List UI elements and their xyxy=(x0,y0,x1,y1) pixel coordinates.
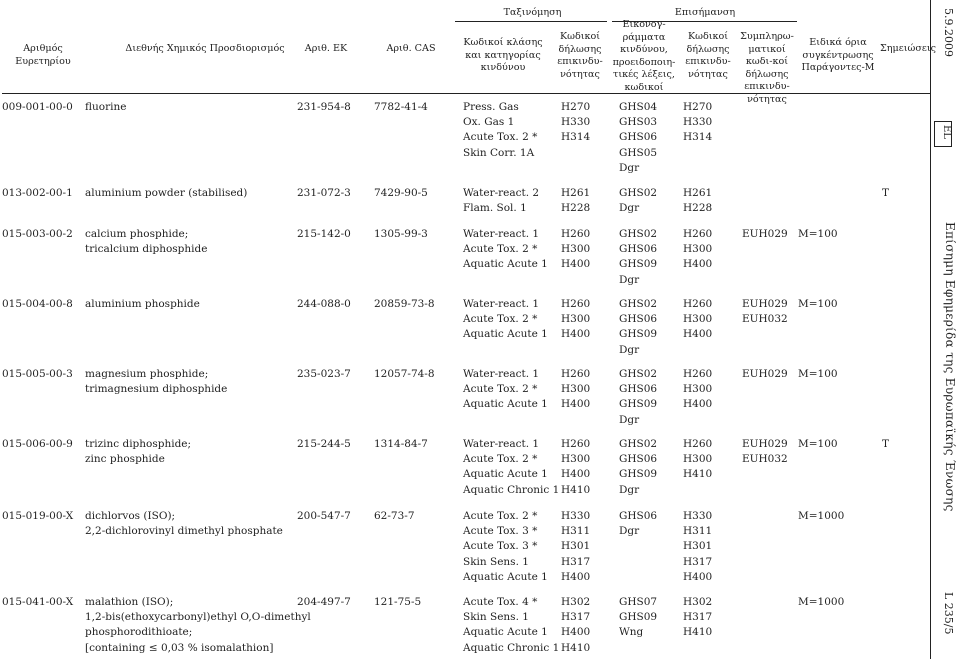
cas-number: 20859-73-8 xyxy=(374,298,435,310)
column-header: Εικονογ-ράμματα κινδύνου, προειδοποιη-τικές λέξεις, κωδικοί xyxy=(612,19,676,93)
hazard-statement-code: H330 xyxy=(561,510,591,522)
ec-number: 200-547-7 xyxy=(297,510,351,522)
hazard-statement-code: H314 xyxy=(561,131,591,144)
label-hazard-code: H260 xyxy=(683,298,713,310)
language-code: EL xyxy=(941,125,952,139)
concentration-limit: M=100 xyxy=(798,298,838,310)
index-number: 015-004-00-8 xyxy=(2,298,73,310)
cas-number: 7429-90-5 xyxy=(374,187,428,199)
label-hazard-code: H400 xyxy=(683,258,713,271)
column-header: Συμπληρω-ματικοί κωδι-κοί δήλωσης επικινδυ-νότητας xyxy=(740,31,794,105)
hazard-statement-code: H400 xyxy=(561,258,591,271)
index-number: 015-003-00-2 xyxy=(2,228,73,240)
chemical-name: aluminium phosphide xyxy=(85,298,200,310)
pictogram-code: GHS09 xyxy=(619,328,658,341)
supplemental-code: EUH032 xyxy=(742,313,788,326)
hazard-statement-code: H400 xyxy=(561,626,591,639)
chemical-name: [containing ≤ 0,03 % isomalathion] xyxy=(85,641,274,654)
pictogram-code: GHS09 xyxy=(619,258,658,271)
hazard-statement-code: H260 xyxy=(561,228,591,240)
hazard-class: Water-react. 1 xyxy=(463,298,540,310)
hazard-class: Aquatic Acute 1 xyxy=(463,570,548,583)
pictogram-code: Wng xyxy=(619,626,644,639)
hazard-statement-code: H410 xyxy=(561,641,591,654)
hazard-class: Acute Tox. 2 * xyxy=(463,510,538,522)
pictogram-code: GHS02 xyxy=(619,298,658,310)
ec-number: 215-244-5 xyxy=(297,438,351,450)
label-hazard-code: H400 xyxy=(683,328,713,341)
hazard-class: Aquatic Acute 1 xyxy=(463,468,548,481)
hazard-statement-code: H317 xyxy=(561,555,591,568)
chemical-name: calcium phosphide; xyxy=(85,228,189,240)
pictogram-code: GHS02 xyxy=(619,228,658,240)
column-header: Κωδικοί δήλωσης επικινδυ-νότητας xyxy=(685,31,731,80)
publication-date: 5.9.2009 xyxy=(942,8,955,57)
hazard-class: Water-react. 2 xyxy=(463,187,540,199)
hazard-class: Aquatic Chronic 1 xyxy=(463,483,560,496)
pictogram-code: GHS05 xyxy=(619,146,658,159)
label-hazard-code: H228 xyxy=(683,202,713,215)
chemical-name: trizinc diphosphide; xyxy=(85,438,192,450)
pictogram-code: GHS04 xyxy=(619,101,658,113)
pictogram-code: Dgr xyxy=(619,343,640,356)
hazard-class: Aquatic Acute 1 xyxy=(463,626,548,639)
supplemental-code: EUH029 xyxy=(742,368,788,380)
chemical-name: magnesium phosphide; xyxy=(85,368,209,380)
label-hazard-code: H301 xyxy=(683,540,713,553)
index-number: 015-041-00-X xyxy=(2,596,74,608)
column-header: Σημειώσεις xyxy=(880,43,936,54)
hazard-class: Press. Gas xyxy=(463,101,519,113)
hazard-class: Water-react. 1 xyxy=(463,438,540,450)
hazard-class: Skin Corr. 1A xyxy=(463,146,535,159)
chemical-name: zinc phosphide xyxy=(85,453,165,466)
concentration-limit: M=1000 xyxy=(798,510,845,522)
chemical-name: dichlorvos (ISO); xyxy=(85,510,176,522)
label-hazard-code: H300 xyxy=(683,243,713,256)
hazard-class: Acute Tox. 2 * xyxy=(463,131,538,144)
index-number: 009-001-00-0 xyxy=(2,101,73,113)
chemical-name: malathion (ISO); xyxy=(85,596,174,608)
hazard-statement-code: H300 xyxy=(561,313,591,326)
vertical-rule xyxy=(930,0,931,659)
hazard-statement-code: H302 xyxy=(561,596,591,608)
hazard-class: Ox. Gas 1 xyxy=(463,116,515,129)
label-hazard-code: H330 xyxy=(683,510,713,522)
pictogram-code: GHS07 xyxy=(619,596,658,608)
hazard-class: Acute Tox. 2 * xyxy=(463,313,538,326)
pictogram-code: GHS06 xyxy=(619,131,658,144)
journal-title: Επίσημη Εφημερίδα της Ευρωπαϊκής Ένωσης xyxy=(943,222,957,512)
label-hazard-code: H260 xyxy=(683,438,713,450)
cas-number: 12057-74-8 xyxy=(374,368,435,380)
supplemental-code: EUH032 xyxy=(742,453,788,466)
hazard-statement-code: H260 xyxy=(561,368,591,380)
ec-number: 231-072-3 xyxy=(297,187,351,199)
hazard-statement-code: H301 xyxy=(561,540,591,553)
ec-number: 231-954-8 xyxy=(297,101,351,113)
ec-number: 235-023-7 xyxy=(297,368,351,380)
chemical-name: tricalcium diphosphide xyxy=(85,243,208,256)
pictogram-code: GHS02 xyxy=(619,438,658,450)
concentration-limit: M=100 xyxy=(798,368,838,380)
pictogram-code: Dgr xyxy=(619,273,640,286)
pictogram-code: GHS09 xyxy=(619,468,658,481)
cas-number: 1314-84-7 xyxy=(374,438,428,450)
ec-number: 204-497-7 xyxy=(297,596,351,608)
concentration-limit: M=100 xyxy=(798,228,838,240)
hazard-statement-code: H410 xyxy=(561,483,591,496)
hazard-statement-code: H400 xyxy=(561,398,591,411)
column-header: Κωδικοί δήλωσης επικινδυ-νότητας xyxy=(557,31,603,80)
language-badge xyxy=(934,121,952,147)
index-number: 015-006-00-9 xyxy=(2,438,73,450)
hazard-class: Acute Tox. 4 * xyxy=(463,596,538,608)
column-header: Αριθμός Ευρετηρίου xyxy=(15,43,71,67)
horizontal-rule xyxy=(612,21,797,22)
supplemental-code: EUH029 xyxy=(742,228,788,240)
supplemental-code: EUH029 xyxy=(742,438,788,450)
pictogram-code: GHS06 xyxy=(619,453,658,466)
hazard-class: Aquatic Chronic 1 xyxy=(463,641,560,654)
hazard-statement-code: H261 xyxy=(561,187,591,199)
label-hazard-code: H400 xyxy=(683,570,713,583)
pictogram-code: GHS06 xyxy=(619,510,658,522)
pictogram-code: GHS06 xyxy=(619,313,658,326)
index-number: 013-002-00-1 xyxy=(2,187,73,199)
hazard-class: Acute Tox. 2 * xyxy=(463,383,538,396)
supplemental-code: EUH029 xyxy=(742,298,788,310)
pictogram-code: GHS09 xyxy=(619,398,658,411)
concentration-limit: M=1000 xyxy=(798,596,845,608)
horizontal-rule xyxy=(2,93,930,94)
chemical-name: phosphorodithioate; xyxy=(85,626,193,639)
note: T xyxy=(882,187,890,199)
label-hazard-code: H314 xyxy=(683,131,713,144)
hazard-statement-code: H300 xyxy=(561,243,591,256)
hazard-class: Aquatic Acute 1 xyxy=(463,328,548,341)
hazard-class: Flam. Sol. 1 xyxy=(463,202,527,215)
hazard-statement-code: H311 xyxy=(561,525,591,538)
label-hazard-code: H300 xyxy=(683,453,713,466)
pictogram-code: Dgr xyxy=(619,413,640,426)
chemical-name: trimagnesium diphosphide xyxy=(85,383,228,396)
column-header: Αριθ. CAS xyxy=(386,43,436,54)
label-hazard-code: H260 xyxy=(683,368,713,380)
hazard-statement-code: H228 xyxy=(561,202,591,215)
labelling-group-heading: Επισήμανση xyxy=(674,7,736,18)
hazard-statement-code: H317 xyxy=(561,611,591,624)
column-header: Κωδικοί κλάσης και κατηγορίας κινδύνου xyxy=(463,37,543,73)
hazard-class: Skin Sens. 1 xyxy=(463,611,529,624)
column-header: Αριθ. ΕΚ xyxy=(304,43,348,54)
concentration-limit: M=100 xyxy=(798,438,838,450)
pictogram-code: GHS09 xyxy=(619,611,658,624)
hazard-class: Water-react. 1 xyxy=(463,228,540,240)
hazard-class: Acute Tox. 2 * xyxy=(463,243,538,256)
cas-number: 7782-41-4 xyxy=(374,101,428,113)
chemical-name: aluminium powder (stabilised) xyxy=(85,187,248,199)
label-hazard-code: H330 xyxy=(683,116,713,129)
label-hazard-code: H260 xyxy=(683,228,713,240)
cas-number: 1305-99-3 xyxy=(374,228,428,240)
label-hazard-code: H400 xyxy=(683,398,713,411)
pictogram-code: GHS02 xyxy=(619,368,658,380)
label-hazard-code: H410 xyxy=(683,468,713,481)
pictogram-code: GHS06 xyxy=(619,243,658,256)
label-hazard-code: H300 xyxy=(683,383,713,396)
pictogram-code: Dgr xyxy=(619,483,640,496)
label-hazard-code: H410 xyxy=(683,626,713,639)
hazard-class: Acute Tox. 3 * xyxy=(463,525,538,538)
hazard-statement-code: H400 xyxy=(561,328,591,341)
column-header: Διεθνής Χημικός Προσδιορισμός xyxy=(125,43,285,54)
label-hazard-code: H311 xyxy=(683,525,713,538)
horizontal-rule xyxy=(455,21,607,22)
pictogram-code: Dgr xyxy=(619,161,640,174)
hazard-class: Skin Sens. 1 xyxy=(463,555,529,568)
pictogram-code: GHS02 xyxy=(619,187,658,199)
hazard-statement-code: H330 xyxy=(561,116,591,129)
hazard-statement-code: H300 xyxy=(561,453,591,466)
hazard-statement-code: H400 xyxy=(561,468,591,481)
hazard-class: Acute Tox. 2 * xyxy=(463,453,538,466)
hazard-statement-code: H400 xyxy=(561,570,591,583)
hazard-statement-code: H270 xyxy=(561,101,591,113)
chemical-name: 2,2-dichlorovinyl dimethyl phosphate xyxy=(85,525,283,538)
index-number: 015-019-00-X xyxy=(2,510,74,522)
hazard-class: Water-react. 1 xyxy=(463,368,540,380)
pictogram-code: Dgr xyxy=(619,202,640,215)
chemical-name: 1,2-bis(ethoxycarbonyl)ethyl O,O-dimethyl xyxy=(85,611,311,624)
cas-number: 62-73-7 xyxy=(374,510,415,522)
chemical-name: fluorine xyxy=(85,101,127,113)
label-hazard-code: H317 xyxy=(683,555,713,568)
label-hazard-code: H270 xyxy=(683,101,713,113)
classification-group-heading: Ταξινόμηση xyxy=(503,7,562,18)
index-number: 015-005-00-3 xyxy=(2,368,73,380)
hazard-statement-code: H300 xyxy=(561,383,591,396)
label-hazard-code: H302 xyxy=(683,596,713,608)
pictogram-code: Dgr xyxy=(619,525,640,538)
hazard-class: Acute Tox. 3 * xyxy=(463,540,538,553)
hazard-class: Aquatic Acute 1 xyxy=(463,398,548,411)
hazard-class: Aquatic Acute 1 xyxy=(463,258,548,271)
label-hazard-code: H317 xyxy=(683,611,713,624)
cas-number: 121-75-5 xyxy=(374,596,422,608)
label-hazard-code: H300 xyxy=(683,313,713,326)
ec-number: 244-088-0 xyxy=(297,298,351,310)
pictogram-code: GHS06 xyxy=(619,383,658,396)
page-reference: L 235/5 xyxy=(942,592,955,635)
pictogram-code: GHS03 xyxy=(619,116,658,129)
label-hazard-code: H261 xyxy=(683,187,713,199)
hazard-statement-code: H260 xyxy=(561,438,591,450)
ec-number: 215-142-0 xyxy=(297,228,351,240)
hazard-statement-code: H260 xyxy=(561,298,591,310)
column-header: Ειδικά όρια συγκέντρωσης Παράγοντες-Μ xyxy=(801,37,875,73)
note: T xyxy=(882,438,890,450)
